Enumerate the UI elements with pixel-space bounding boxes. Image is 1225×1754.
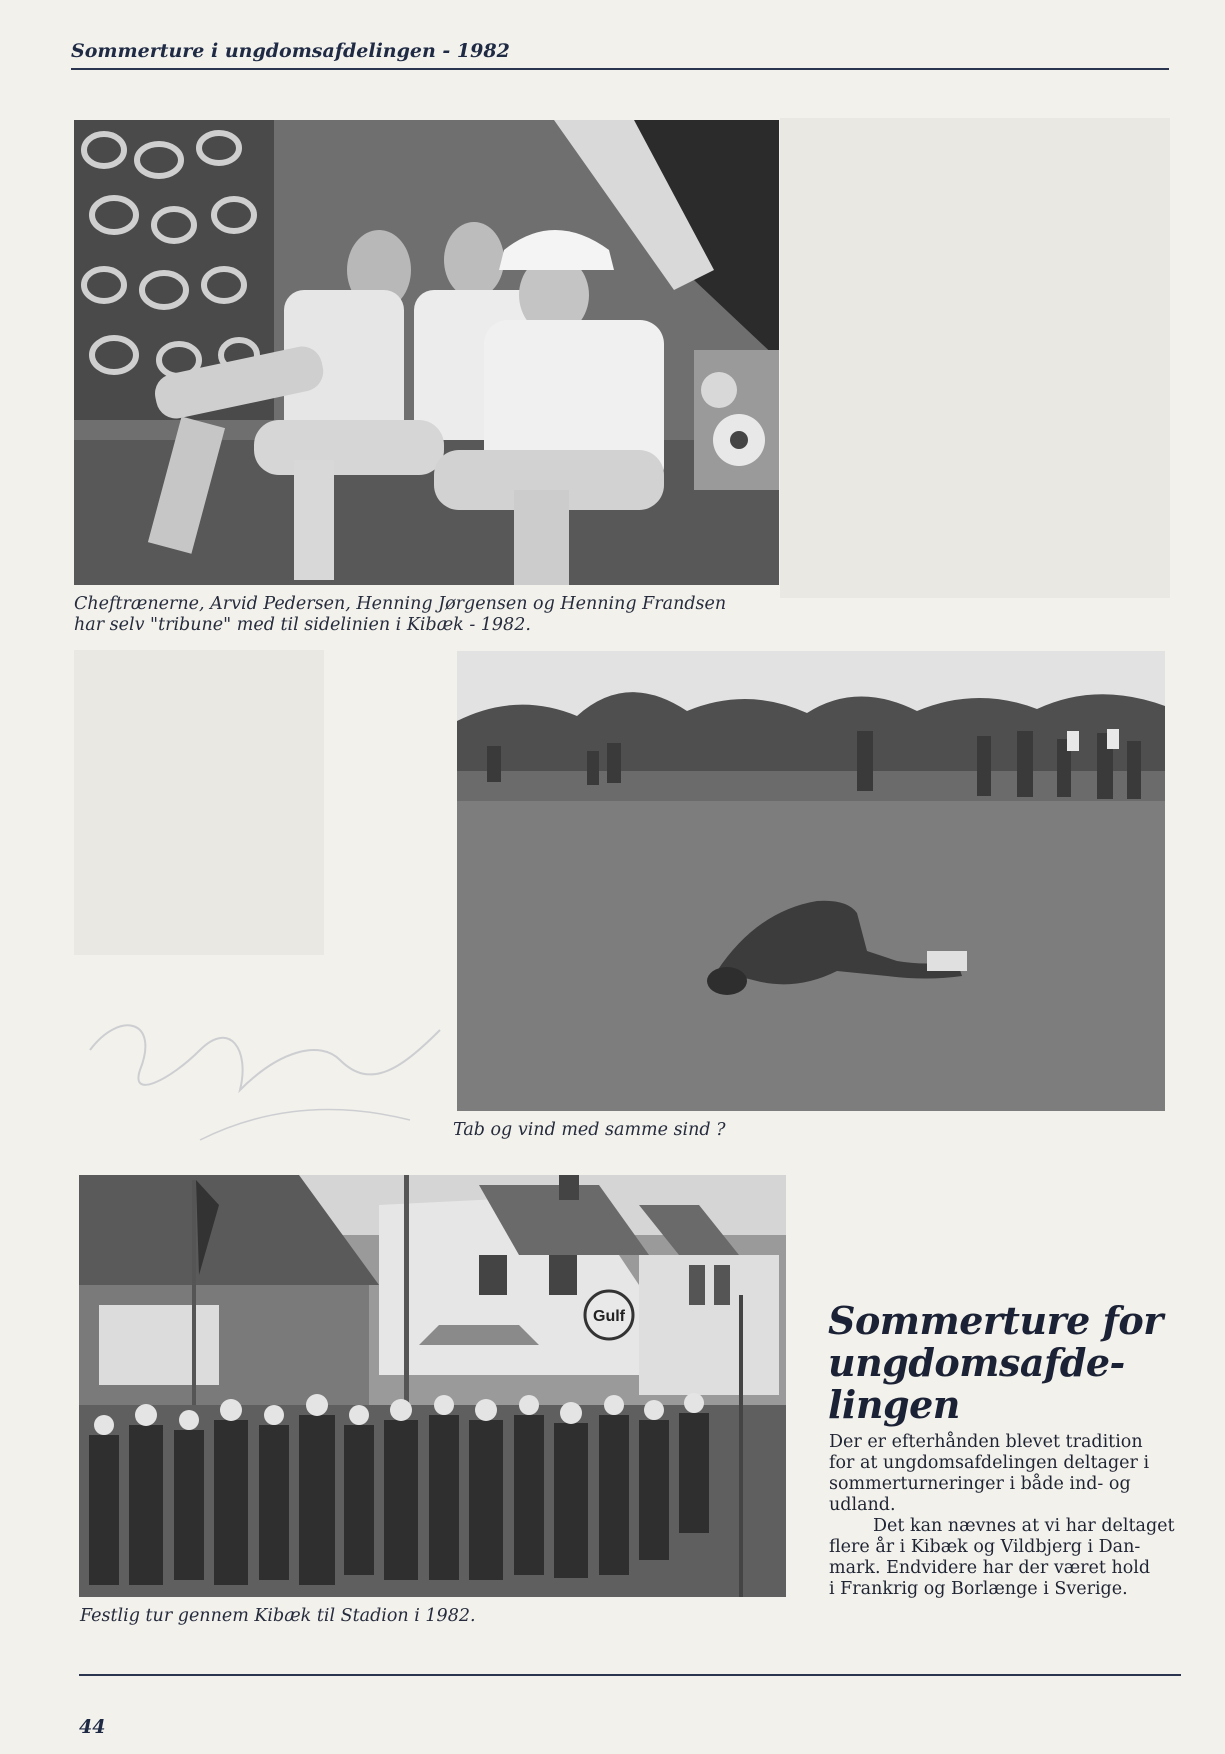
article-body xyxy=(829,1432,1179,1600)
gulf-sign-text: Gulf xyxy=(593,1308,625,1325)
article-line: sommerturneringer i både ind- og xyxy=(829,1474,1131,1494)
article-line: udland. xyxy=(829,1495,896,1515)
article-title xyxy=(828,1300,1188,1426)
article-title-line: lingen xyxy=(828,1382,960,1427)
article-paragraph xyxy=(829,1516,1179,1600)
photo-caption xyxy=(453,1120,726,1141)
photo-coaches-tent xyxy=(74,120,779,585)
photo-caption xyxy=(80,1606,476,1627)
show-through-block xyxy=(780,118,1170,598)
running-header: Sommerture i ungdomsafdelingen - 1982 xyxy=(71,40,510,62)
article-line: mark. Endvidere har der været hold xyxy=(829,1558,1151,1578)
article-line: i Frankrig og Borlænge i Sverige. xyxy=(829,1579,1128,1599)
article-line: flere år i Kibæk og Vildbjerg i Dan- xyxy=(829,1537,1141,1557)
article-line: for at ungdomsafdelingen deltager i xyxy=(829,1453,1150,1473)
caption-line: Tab og vind med samme sind ? xyxy=(453,1120,726,1140)
signature-show-through xyxy=(80,990,460,1170)
page-number: 44 xyxy=(79,1716,106,1738)
article-paragraph xyxy=(829,1432,1179,1516)
article-title-line: Sommerture for xyxy=(828,1298,1163,1343)
caption-line: Cheftrænerne, Arvid Pedersen, Henning Jørgensen og Henning Frandsen xyxy=(74,594,727,614)
caption-line: har selv "tribune" med til sidelinien i Kibæk - 1982. xyxy=(74,615,531,635)
footer-rule xyxy=(79,1674,1181,1676)
photo-parade-kibaek xyxy=(79,1175,786,1597)
article-line: Der er efterhånden blevet tradition xyxy=(829,1432,1143,1452)
article-line: Det kan nævnes at vi har deltaget xyxy=(873,1516,1175,1536)
caption-line: Festlig tur gennem Kibæk til Stadion i 1982. xyxy=(80,1606,476,1626)
header-rule xyxy=(71,68,1169,70)
photo-player-on-grass xyxy=(457,651,1165,1111)
photo-caption xyxy=(74,594,726,636)
show-through-block xyxy=(74,650,324,955)
article-title-line: ungdomsafde- xyxy=(828,1340,1125,1385)
